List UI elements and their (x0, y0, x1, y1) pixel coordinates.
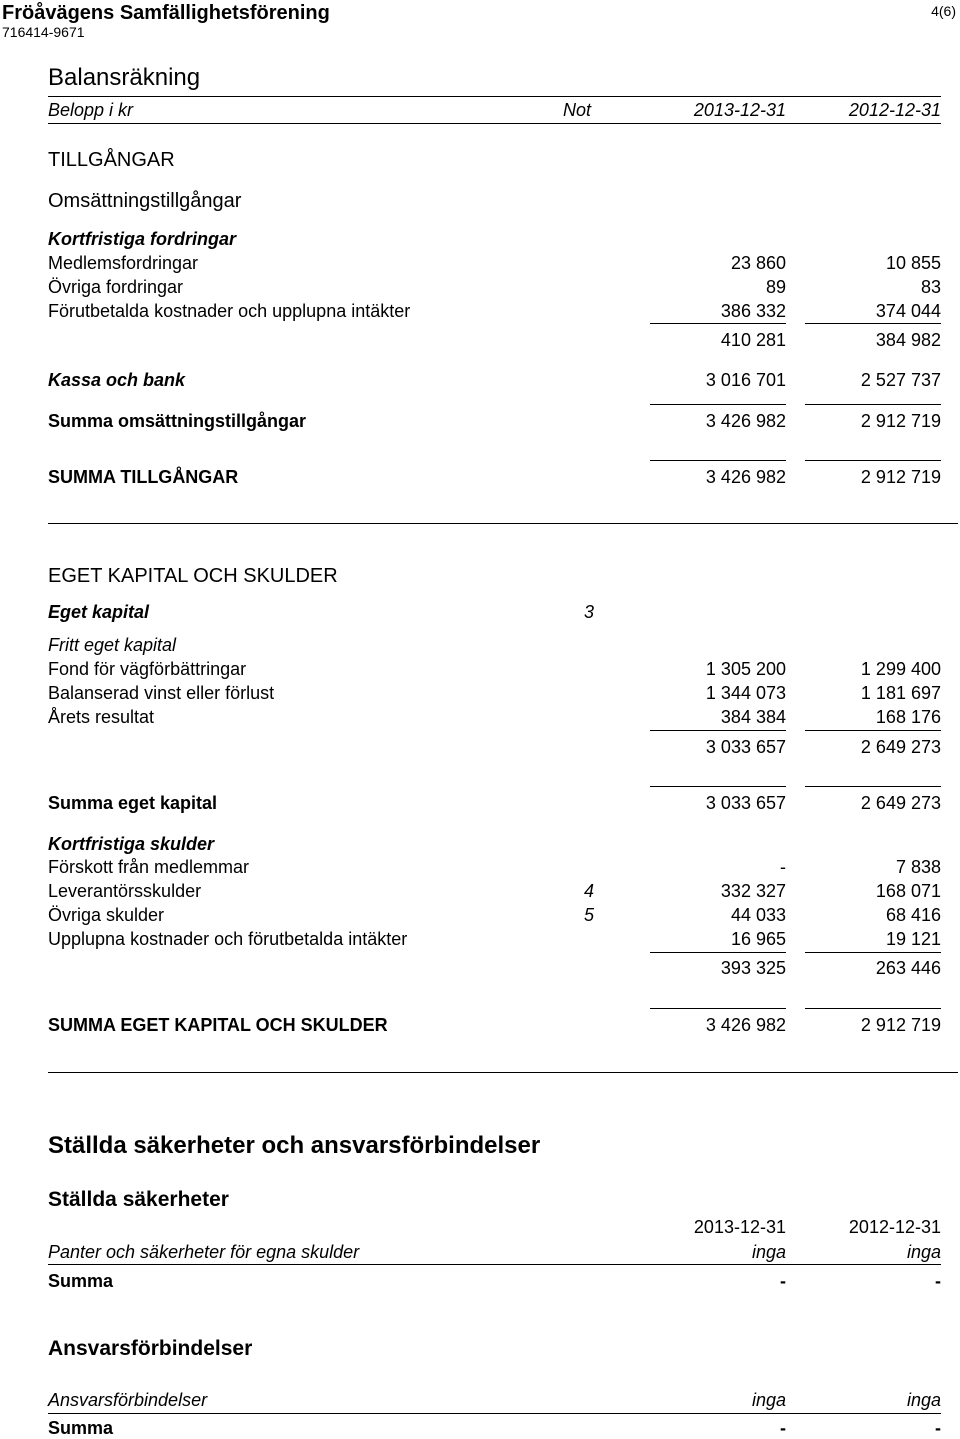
header-underline (48, 123, 941, 124)
current-assets-heading: Omsättningstillgångar (48, 190, 242, 212)
liab-row-y1: 332 327 (720, 881, 786, 901)
sum-total-y2: 2 912 719 (860, 1015, 941, 1035)
subtotal-line (805, 323, 941, 324)
cash-y2: 2 527 737 (860, 370, 941, 390)
equity-row-y1: 384 384 (720, 707, 786, 727)
sum-line (805, 1008, 941, 1009)
equity-row-label: Årets resultat (48, 707, 155, 727)
pledges-sum-label: Summa (48, 1271, 114, 1291)
sum-current-label: Summa omsättningstillgångar (48, 411, 307, 431)
receivable-label: Förutbetalda kostnader och upplupna intäkter (48, 301, 411, 321)
liab-row-y2: 168 071 (875, 881, 941, 901)
sum-line (650, 404, 786, 405)
contingent-sum-y1: - (780, 1418, 786, 1438)
contingent-sum-label: Summa (48, 1418, 114, 1438)
col-year1: 2013-12-31 (693, 100, 786, 120)
sum-line (650, 786, 786, 787)
org-name: Fröåvägens Samfällighetsförening (2, 2, 330, 24)
sum-total-y1: 3 426 982 (705, 1015, 786, 1035)
title-underline (48, 96, 941, 97)
page-number: 4(6) (931, 3, 956, 19)
equity-row-y1: 1 305 200 (705, 659, 786, 679)
sum-equity-y2: 2 649 273 (860, 793, 941, 813)
sum-total-label: SUMMA EGET KAPITAL OCH SKULDER (48, 1015, 388, 1035)
equity-row-label: Balanserad vinst eller förlust (48, 683, 275, 703)
liab-row-label: Övriga skulder (48, 905, 165, 925)
receivable-y1: 89 (765, 277, 786, 297)
sum-line (805, 786, 941, 787)
sum-line (650, 1008, 786, 1009)
equity-row-y1: 1 344 073 (705, 683, 786, 703)
equity-total-y2: 2 649 273 (860, 737, 941, 757)
equity-note: 3 (584, 602, 595, 622)
org-number: 716414-9671 (2, 24, 85, 40)
receivable-y2: 83 (920, 277, 941, 297)
subtotal-line (805, 730, 941, 731)
short-receivables-heading: Kortfristiga fordringar (48, 229, 237, 249)
equity-row-y2: 168 176 (875, 707, 941, 727)
receivables-total-y1: 410 281 (720, 330, 786, 350)
pledges-sum-y2: - (935, 1271, 941, 1291)
col-note: Not (563, 100, 592, 120)
section-divider (48, 523, 958, 524)
liab-row-y2: 7 838 (895, 857, 941, 877)
sum-assets-y1: 3 426 982 (705, 467, 786, 487)
assets-heading: TILLGÅNGAR (48, 149, 175, 171)
liab-row-y1: - (780, 857, 786, 877)
liab-row-y2: 19 121 (885, 929, 941, 949)
equity-heading: Eget kapital (48, 602, 150, 622)
sum-line (805, 460, 941, 461)
contingent-underline (48, 1413, 941, 1414)
contingent-title: Ansvarsförbindelser (48, 1337, 253, 1360)
pledges-year2: 2012-12-31 (848, 1217, 941, 1237)
liab-row-note: 4 (584, 881, 595, 901)
receivable-label: Övriga fordringar (48, 277, 184, 297)
receivable-y1: 386 332 (720, 301, 786, 321)
section-divider (48, 1072, 958, 1073)
contingent-row-y1: inga (751, 1390, 786, 1410)
receivable-label: Medlemsfordringar (48, 253, 199, 273)
subtotal-line (650, 730, 786, 731)
pledges-subtitle: Ställda säkerheter (48, 1188, 229, 1211)
receivables-total-y2: 384 982 (875, 330, 941, 350)
contingent-row-label: Ansvarsförbindelser (48, 1390, 208, 1410)
liab-row-y1: 44 033 (730, 905, 786, 925)
liab-row-y2: 68 416 (885, 905, 941, 925)
col-label: Belopp i kr (48, 100, 134, 120)
pledges-row-label: Panter och säkerheter för egna skulder (48, 1242, 360, 1262)
equity-row-y2: 1 181 697 (860, 683, 941, 703)
short-liab-heading: Kortfristiga skulder (48, 834, 215, 854)
cash-y1: 3 016 701 (705, 370, 786, 390)
equity-row-y2: 1 299 400 (860, 659, 941, 679)
receivable-y2: 10 855 (885, 253, 941, 273)
pledges-title: Ställda säkerheter och ansvarsförbindelser (48, 1132, 541, 1159)
liab-row-label: Upplupna kostnader och förutbetalda intäkter (48, 929, 408, 949)
balance-title: Balansräkning (48, 64, 201, 91)
liab-total-y2: 263 446 (875, 958, 941, 978)
liab-row-label: Leverantörsskulder (48, 881, 202, 901)
subtotal-line (650, 952, 786, 953)
equity-total-y1: 3 033 657 (705, 737, 786, 757)
sum-equity-label: Summa eget kapital (48, 793, 218, 813)
sum-current-y2: 2 912 719 (860, 411, 941, 431)
sum-assets-y2: 2 912 719 (860, 467, 941, 487)
sum-line (650, 460, 786, 461)
liab-row-y1: 16 965 (730, 929, 786, 949)
subtotal-line (650, 323, 786, 324)
liab-total-y1: 393 325 (720, 958, 786, 978)
pledges-year1: 2013-12-31 (693, 1217, 786, 1237)
subtotal-line (805, 952, 941, 953)
pledges-row-y1: inga (751, 1242, 786, 1262)
receivable-y2: 374 044 (875, 301, 941, 321)
pledges-underline (48, 1264, 941, 1265)
contingent-sum-y2: - (935, 1418, 941, 1438)
sum-line (805, 404, 941, 405)
sum-assets-label: SUMMA TILLGÅNGAR (48, 467, 239, 487)
sum-current-y1: 3 426 982 (705, 411, 786, 431)
col-year2: 2012-12-31 (848, 100, 941, 120)
equity-liab-heading: EGET KAPITAL OCH SKULDER (48, 565, 338, 587)
contingent-row-y2: inga (906, 1390, 941, 1410)
liab-row-note: 5 (584, 905, 595, 925)
liab-row-label: Förskott från medlemmar (48, 857, 250, 877)
free-equity-heading: Fritt eget kapital (48, 635, 177, 655)
equity-row-label: Fond för vägförbättringar (48, 659, 247, 679)
cash-label: Kassa och bank (48, 370, 186, 390)
sum-equity-y1: 3 033 657 (705, 793, 786, 813)
receivable-y1: 23 860 (730, 253, 786, 273)
pledges-sum-y1: - (780, 1271, 786, 1291)
pledges-row-y2: inga (906, 1242, 941, 1262)
